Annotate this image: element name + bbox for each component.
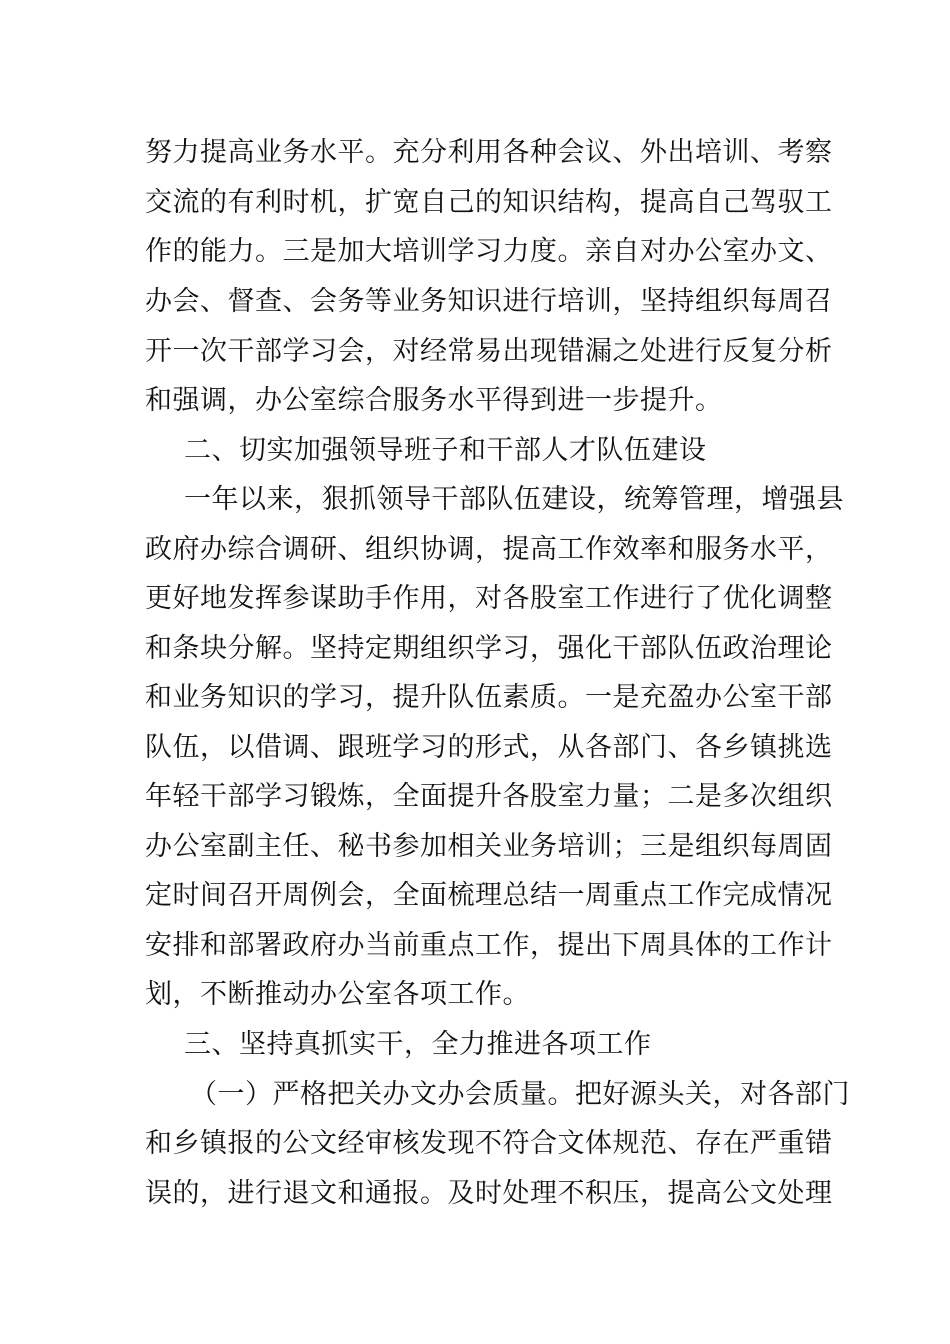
section-heading: 二、切实加强领导班子和干部人才队伍建设: [184, 435, 707, 466]
text-line: 年轻干部学习锻炼，全面提升各股室力量；二是多次组织: [145, 781, 833, 812]
text-line: 努力提高业务水平。充分利用各种会议、外出培训、考察: [145, 137, 833, 168]
text-line: 开一次干部学习会，对经常易出现错漏之处进行反复分析: [145, 336, 833, 367]
text-line: 定时间召开周例会，全面梳理总结一周重点工作完成情况: [145, 880, 833, 911]
text-line: 和条块分解。坚持定期组织学习，强化干部队伍政治理论: [145, 633, 833, 664]
subsection-heading: （一）严格把关办文办会质量。把好源头关，对各部门: [190, 1079, 850, 1110]
text-line: 误的，进行退文和通报。及时处理不积压，提高公文处理: [145, 1178, 833, 1209]
text-line: 划，不断推动办公室各项工作。: [145, 979, 530, 1010]
text-line: 队伍，以借调、跟班学习的形式，从各部门、各乡镇挑选: [145, 732, 833, 763]
text-line: 和强调，办公室综合服务水平得到进一步提升。: [145, 385, 723, 416]
text-line: 和乡镇报的公文经审核发现不符合文体规范、存在严重错: [145, 1128, 833, 1159]
section-heading: 三、坚持真抓实干，全力推进各项工作: [184, 1029, 652, 1060]
text-line: 作的能力。三是加大培训学习力度。亲自对办公室办文、: [145, 236, 833, 267]
text-line: 和业务知识的学习，提升队伍素质。一是充盈办公室干部: [145, 682, 833, 713]
text-line: 办会、督查、会务等业务知识进行培训，坚持组织每周召: [145, 286, 833, 317]
text-line: 政府办综合调研、组织协调，提高工作效率和服务水平，: [145, 534, 833, 565]
text-line: 安排和部署政府办当前重点工作，提出下周具体的工作计: [145, 930, 833, 961]
text-line: 交流的有利时机，扩宽自己的知识结构，提高自己驾驭工: [145, 187, 833, 218]
text-line: 更好地发挥参谋助手作用，对各股室工作进行了优化调整: [145, 583, 833, 614]
text-line: 办公室副主任、秘书参加相关业务培训；三是组织每周固: [145, 831, 833, 862]
text-line: 一年以来，狠抓领导干部队伍建设，统筹管理，增强县: [184, 484, 844, 515]
